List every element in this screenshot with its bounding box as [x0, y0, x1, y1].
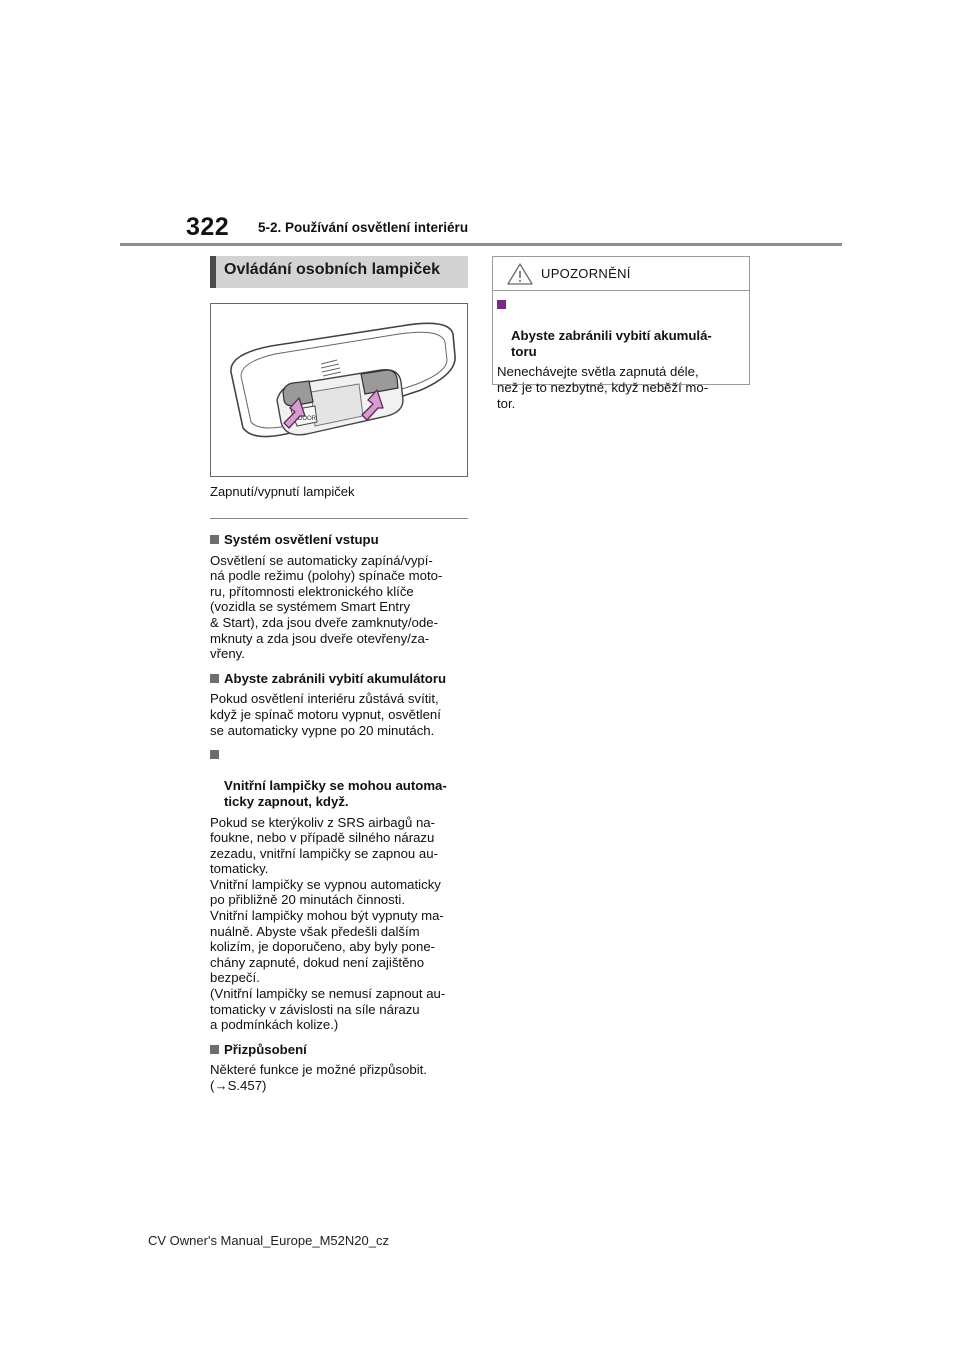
- block-title: [210, 1042, 472, 1058]
- overhead-console-illustration: [211, 304, 467, 476]
- warning-triangle-icon: [507, 263, 533, 285]
- warning-box: [492, 256, 750, 411]
- text-column: [210, 523, 472, 1094]
- block-auto-on: [210, 747, 472, 1033]
- block-body: Pokud osvětlení interiéru zůstává svítit, když je spínač motoru vypnut, osvětlení se automaticky vypne po 20 minutách.: [210, 691, 441, 738]
- block-title: [210, 671, 472, 687]
- square-bullet-icon: [210, 750, 219, 759]
- section-title: 5-2. Používání osvětlení interiéru: [258, 220, 469, 235]
- footer-text: CV Owner's Manual_Europe_M52N20_cz: [148, 1233, 389, 1248]
- figure-caption: Zapnutí/vypnutí lampiček: [210, 484, 355, 499]
- square-bullet-icon: [210, 535, 219, 544]
- overhead-console-figure: [210, 303, 468, 477]
- block-body: Pokud se kterýkoliv z SRS airbagů na- foukne, nebo v případě silného nárazu zezadu, vnitřní lampičky se zapnou au- tomaticky. Vnitřní lampičky se vypnou automaticky po přibližně 20 minutách činnosti. Vnitřní lampičky mohou být vypnuty ma- nuálně. Abyste však předešli dalším kolizím, je doporučeno, aby byly pone- chány zapnuté, dokud není zajištěno bezpečí. (Vnitřní lampičky se nemusí zapnout au- tomaticky v závislosti na síle nárazu a podmínkách kolize.): [210, 814, 446, 1033]
- block-title-text: Vnitřní lampičky se mohou automa- ticky zapnout, když.: [224, 778, 447, 809]
- block-title-text: Přizpůsobení: [224, 1041, 307, 1057]
- block-customization: [210, 1042, 472, 1094]
- square-bullet-icon: [210, 1045, 219, 1054]
- square-bullet-icon: [497, 300, 506, 309]
- warning-content: [493, 291, 749, 411]
- warning-body: Nenechávejte světla zapnutá déle, než je to nezbytné, když neběží mo- tor.: [497, 364, 709, 411]
- section-heading: Ovládání osobních lampiček: [210, 256, 468, 288]
- divider: [210, 518, 468, 519]
- door-button-label: DOOR: [298, 416, 316, 422]
- block-body: Některé funkce je možné přizpůsobit. (→S.457): [210, 1062, 427, 1093]
- block-title-text: Abyste zabránili vybití akumulátoru: [224, 670, 447, 686]
- square-bullet-icon: [210, 674, 219, 683]
- block-title: [210, 532, 472, 548]
- warning-label: UPOZORNĚNÍ: [541, 266, 631, 281]
- header-rule: [120, 243, 842, 246]
- warning-header: [493, 257, 749, 291]
- page-number: 322: [186, 213, 230, 241]
- warning-title-text: Abyste zabránili vybití akumulá- toru: [511, 328, 712, 359]
- block-title: [210, 747, 472, 809]
- block-entry-lighting: [210, 532, 472, 662]
- warning-title: [497, 297, 743, 359]
- block-body: Osvětlení se automaticky zapíná/vypí- ná podle režimu (polohy) spínače moto- ru, přítomnosti elektronického klíče (vozidla se systémem Smart Entry & Start), zda jsou dveře zamknuty/ode- mknuty a zda jsou dveře otevřeny/za- vřeny.: [210, 552, 443, 662]
- block-title-text: Systém osvětlení vstupu: [224, 532, 379, 547]
- block-battery: [210, 671, 472, 738]
